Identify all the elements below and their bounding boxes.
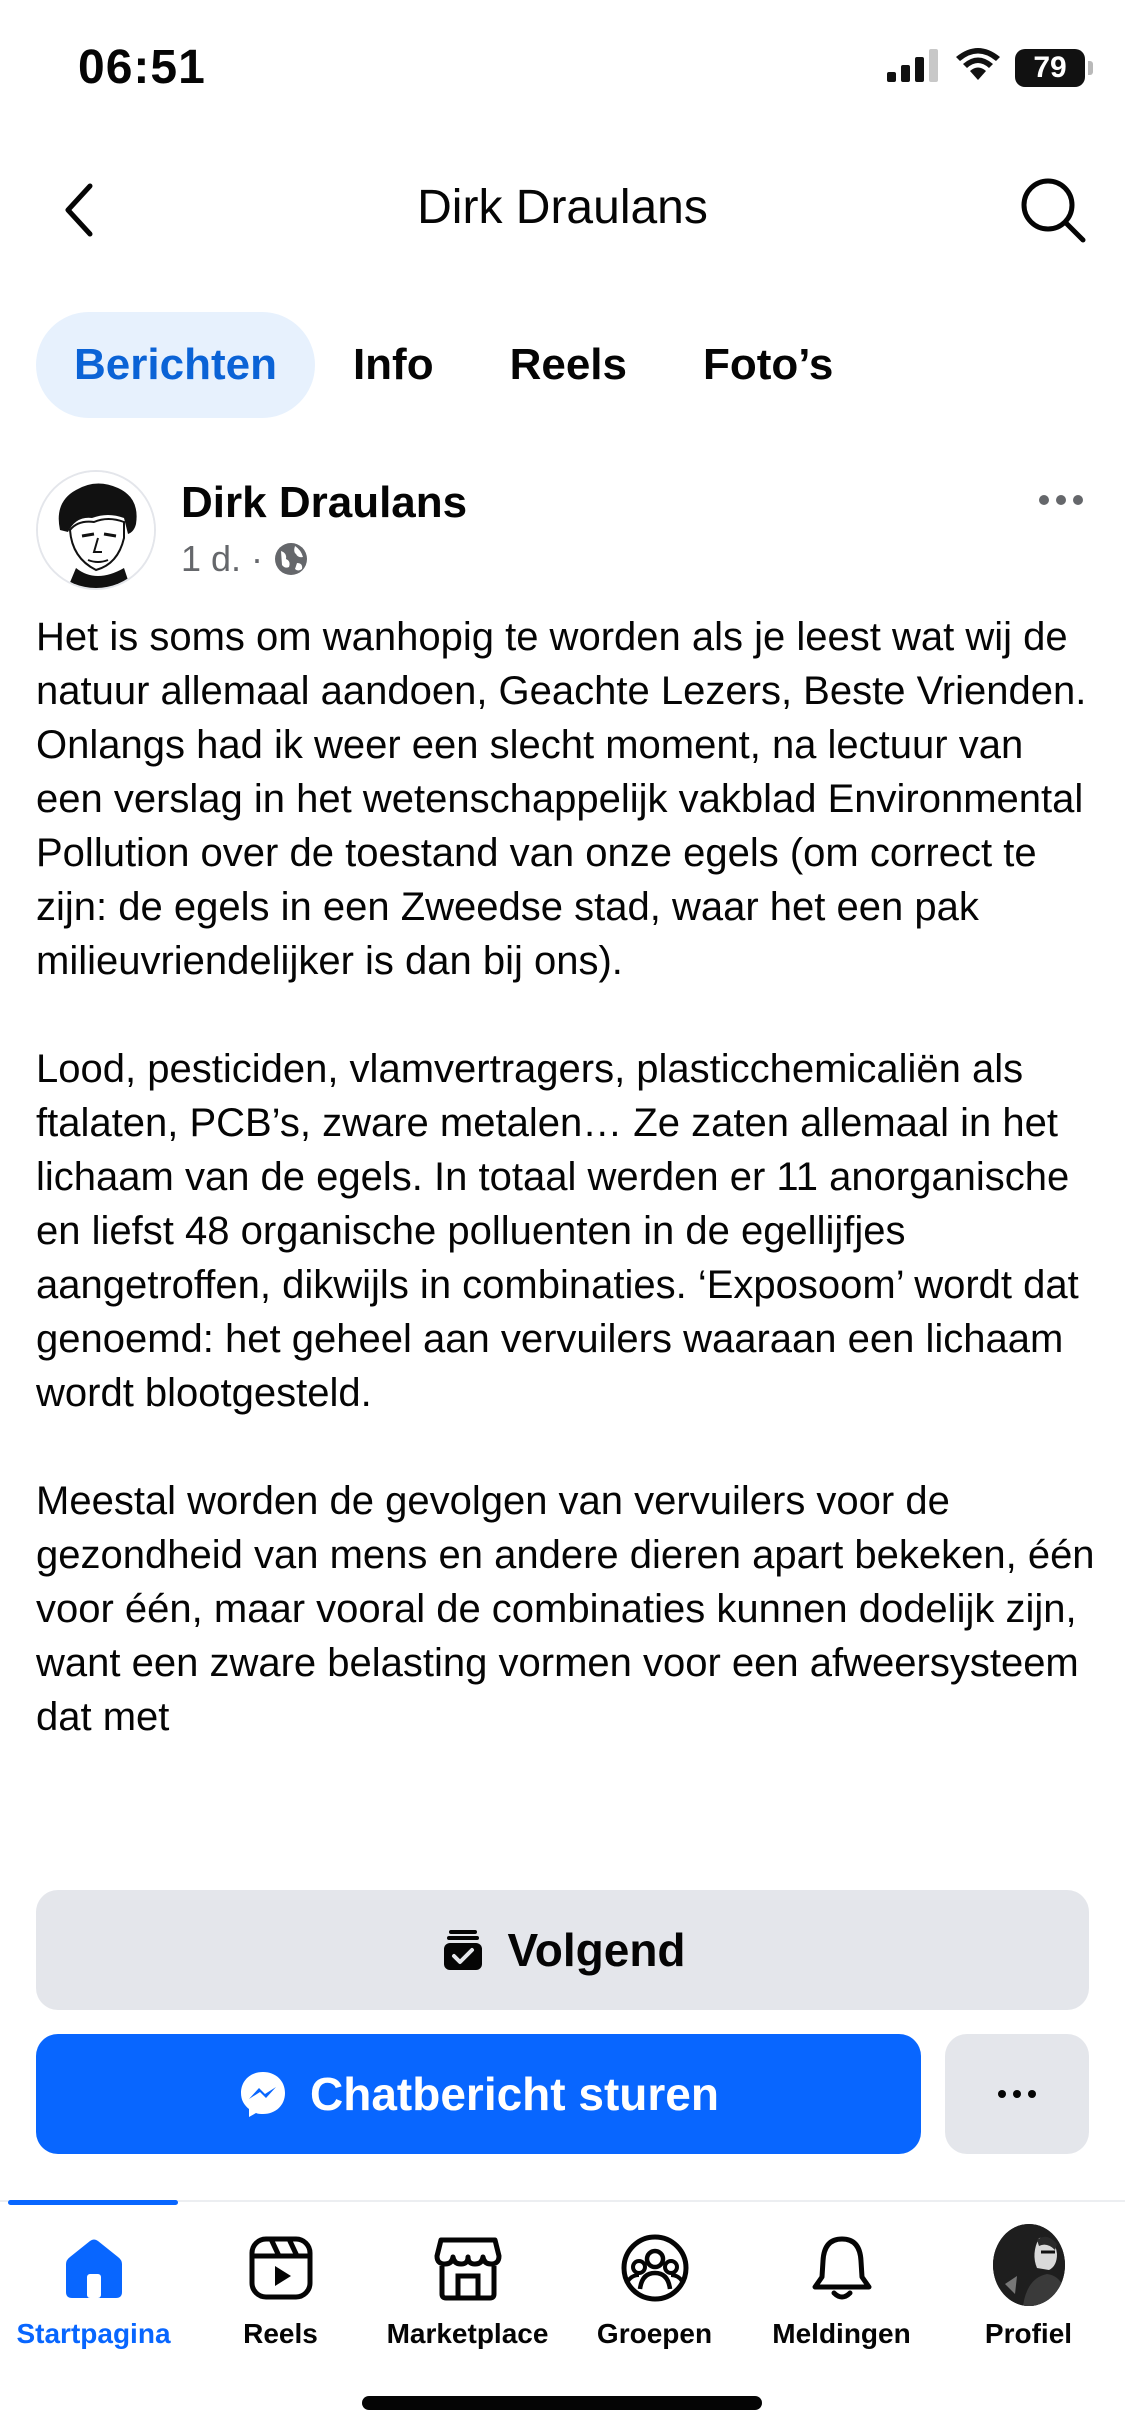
dot <box>998 2090 1006 2098</box>
nav-label-marketplace: Marketplace <box>386 2318 549 2349</box>
bell-icon <box>806 2232 878 2304</box>
author-avatar[interactable] <box>36 470 156 590</box>
page-title: Dirk Draulans <box>417 181 708 234</box>
tab-fotos[interactable]: Foto’s <box>703 340 834 389</box>
status-time: 06:51 <box>78 41 206 94</box>
profile-avatar <box>993 2224 1065 2306</box>
nav-label-reels: Reels <box>243 2318 318 2349</box>
post-paragraph-1: Het is soms om wanhopig te worden als je leest wat wij de natuur allemaal aandoen, Geachte Lezers, Beste Vrienden. Onlangs had ik weer een slecht moment, na lectuur van een verslag in het wetenschappelijk vakblad Environmental Pollution over de toestand van onze egels (om correct te zijn: de egels in een Zweedse stad, waar het een pak milieuvriendelijker is dan bij ons). <box>36 615 1087 983</box>
profile-tabs <box>36 312 871 418</box>
battery-icon <box>1015 49 1085 87</box>
nav-label-startpagina: Startpagina <box>16 2318 171 2349</box>
nav-marketplace[interactable] <box>374 2232 561 2362</box>
profile-avatar-icon <box>993 2232 1065 2304</box>
nav-profiel[interactable] <box>935 2232 1122 2362</box>
post-author[interactable]: Dirk Draulans <box>181 478 468 527</box>
home-indicator[interactable] <box>362 2396 762 2410</box>
post-paragraph-2: Lood, pesticiden, vlamvertragers, plasticchemicaliën als ftalaten, PCB’s, zware metalen… Ze zaten allemaal in het lichaam van de egels. In totaal werden er 11 anorganische en liefst 48 organische polluenten in de egellijfjes aangetroffen, dikwijls in combinaties. ‘Exposoom’ wordt dat genoemd: het geheel aan vervuilers waaraan een lichaam wordt blootgesteld. <box>36 1047 1079 1415</box>
page-header <box>0 150 1125 270</box>
dot <box>1056 495 1066 505</box>
post-header <box>36 470 1096 590</box>
reels-icon <box>245 2232 317 2304</box>
avatar-drawing <box>38 472 156 590</box>
active-tab-indicator <box>8 2200 178 2205</box>
wifi-icon <box>955 48 1001 87</box>
battery-level: 79 <box>1033 50 1067 84</box>
send-message-label: Chatbericht sturen <box>310 2068 719 2120</box>
tab-info[interactable]: Info <box>352 340 434 389</box>
nav-label-meldingen: Meldingen <box>772 2318 911 2349</box>
home-icon <box>58 2232 130 2304</box>
post-meta <box>181 538 309 580</box>
dot <box>1028 2090 1036 2098</box>
marketplace-icon <box>432 2232 504 2304</box>
dot <box>1013 2090 1021 2098</box>
nav-groepen[interactable] <box>561 2232 748 2362</box>
nav-startpagina[interactable] <box>0 2232 187 2362</box>
post-time: 1 d. <box>181 538 242 579</box>
following-label: Volgend <box>507 1924 686 1976</box>
post-text <box>36 610 1096 1840</box>
search-icon <box>1017 174 1089 246</box>
chevron-left-icon <box>60 180 100 240</box>
signal-icon <box>887 48 941 87</box>
post-paragraph-3: Meestal worden de gevolgen van vervuilers voor de gezondheid van mens en andere dieren apart bekeken, één voor één, maar vooral de combinaties kunnen dodelijk zijn, want een zware belasting vormen voor een afweersysteem dat met <box>36 1479 1095 1739</box>
send-message-button[interactable] <box>36 2034 921 2154</box>
tab-reels[interactable]: Reels <box>509 340 628 389</box>
groups-icon <box>619 2232 691 2304</box>
meta-separator: · <box>251 538 264 579</box>
status-icons <box>887 48 1085 87</box>
nav-label-groepen: Groepen <box>596 2318 713 2349</box>
back-button[interactable] <box>40 170 120 250</box>
following-button[interactable] <box>36 1890 1089 2010</box>
tab-berichten[interactable]: Berichten <box>36 312 315 418</box>
dot <box>1073 495 1083 505</box>
post-options-button[interactable] <box>1026 480 1096 520</box>
following-check-icon <box>439 1926 487 1974</box>
more-actions-button[interactable] <box>945 2034 1089 2154</box>
nav-label-profiel: Profiel <box>984 2318 1073 2349</box>
status-bar <box>0 0 1125 140</box>
messenger-icon <box>238 2069 288 2119</box>
dot <box>1039 495 1049 505</box>
search-button[interactable] <box>1011 168 1095 252</box>
nav-reels[interactable] <box>187 2232 374 2362</box>
globe-icon <box>273 541 309 577</box>
nav-meldingen[interactable] <box>748 2232 935 2362</box>
